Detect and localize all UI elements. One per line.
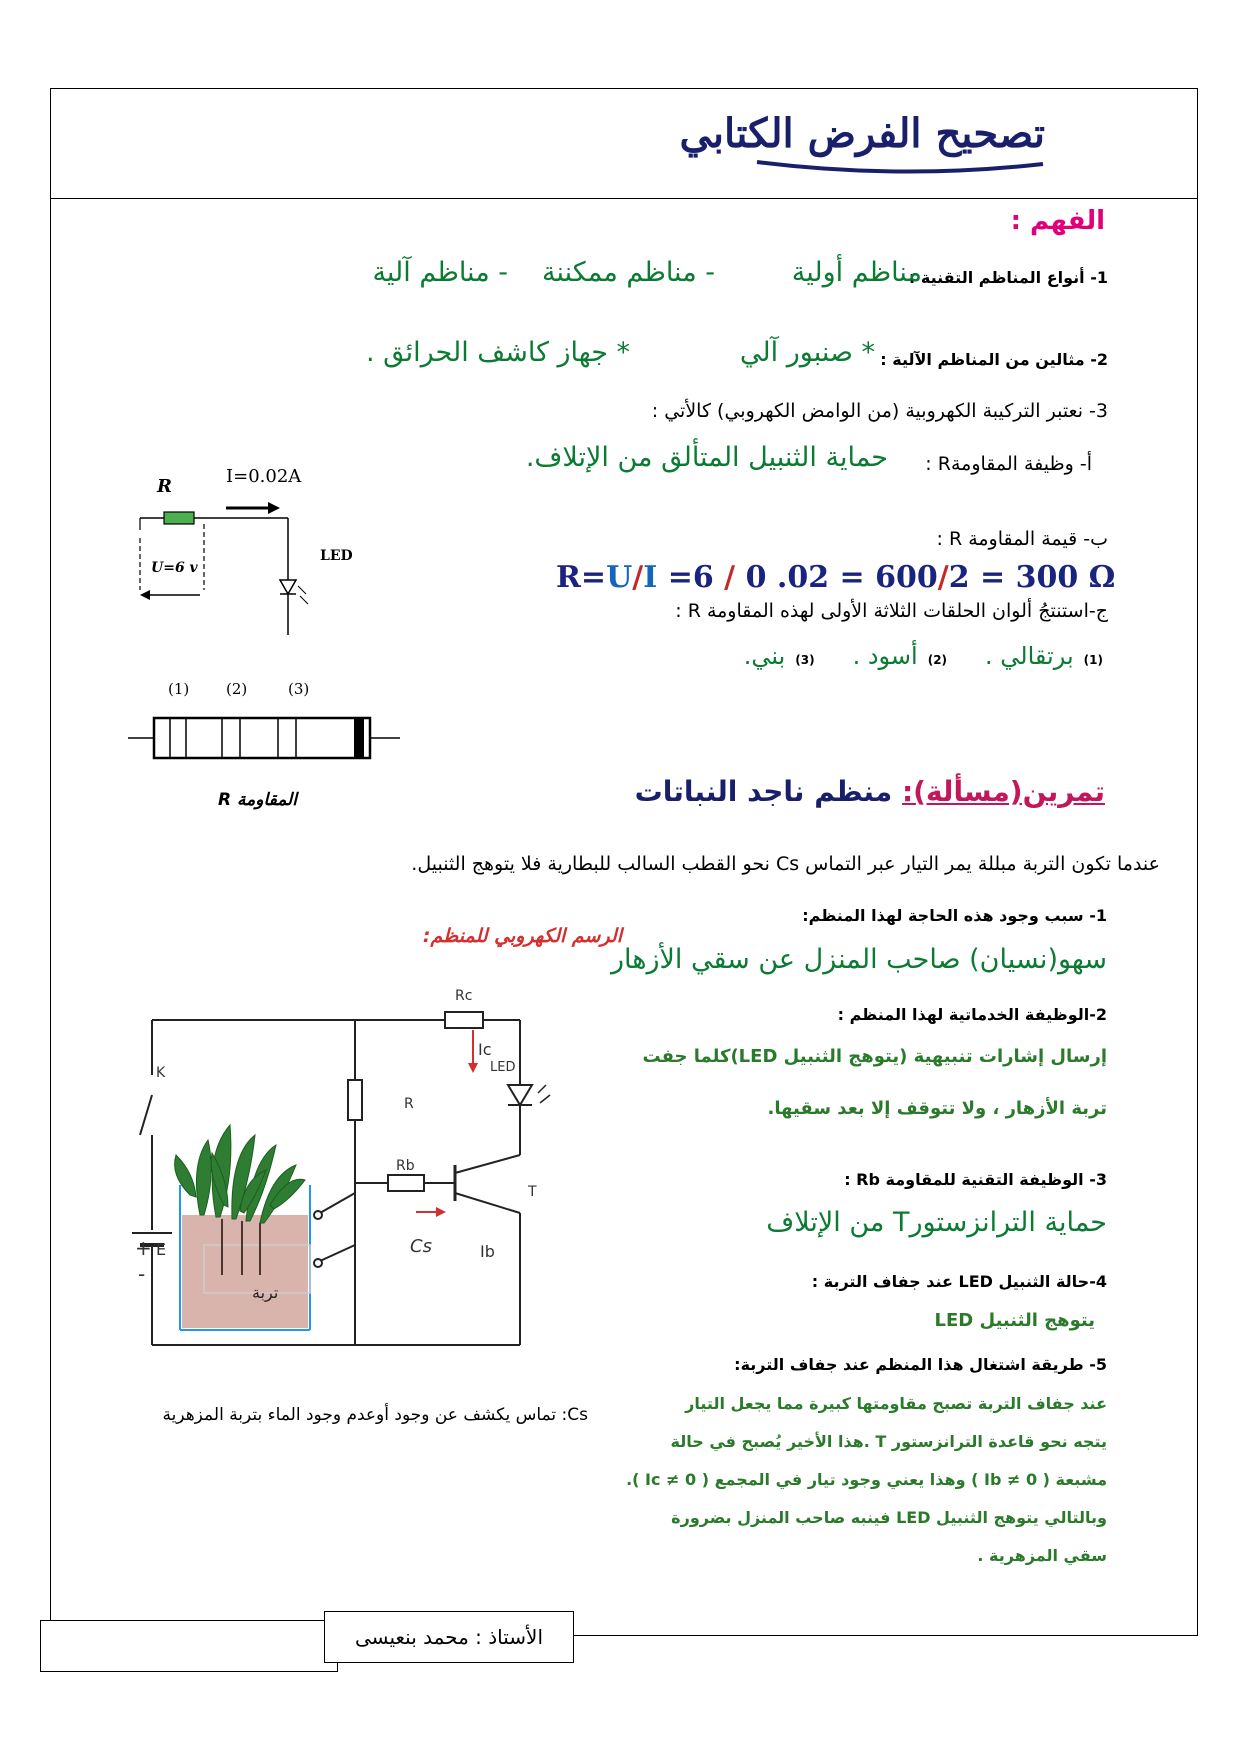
resistor-rb-symbol <box>388 1175 424 1191</box>
circuit2-t-label: T <box>528 1184 537 1200</box>
ex-q1-label: 1- سبب وجود هذه الحاجة لهذا المنظم: <box>802 906 1107 925</box>
ring-1-number: (1) <box>1083 653 1103 667</box>
led-symbol <box>280 580 296 594</box>
circuit2-heading: الرسم الكهروبي للمنظم: <box>422 925 622 947</box>
circuit2-ib-label: Ib <box>480 1242 495 1261</box>
ex-q2-answer-line-2: تربة الأزهار ، ولا تتوقف إلا بعد سقيها. <box>767 1098 1107 1119</box>
circuit2-rb-label: Rb <box>396 1158 415 1174</box>
cs-contact-2 <box>314 1259 322 1267</box>
q1-answer-3: - مناظم آلية <box>372 257 508 288</box>
cs-contact-1 <box>314 1211 322 1219</box>
circuit2-e-label: E <box>156 1240 167 1259</box>
circuit2-ic-label: Ic <box>478 1040 492 1059</box>
formula-u: U <box>606 560 633 595</box>
ex-q5-label: 5- طريقة اشتغال هذا المنظم عند جفاف التربة: <box>734 1355 1107 1374</box>
formula-i: I <box>643 560 658 595</box>
switch-k-symbol <box>140 1095 152 1135</box>
q1-answer-1: مناظم أولية <box>791 257 922 288</box>
ring-label-2: (2) <box>226 680 248 698</box>
page-title: تصحيح الفرض الكتابي <box>679 110 1045 157</box>
ex-q5-line-4: وبالتالي يتوهج الثنبيل LED فينبه صاحب المنزل بضرورة <box>671 1508 1107 1527</box>
resistor-caption: المقاومة R <box>218 790 297 810</box>
teacher-name-box: الأستاذ : محمد بنعيسى <box>324 1611 574 1663</box>
circuit2-led-label: LED <box>490 1060 516 1075</box>
led-2-symbol <box>508 1085 532 1105</box>
resistor-r-symbol <box>164 512 194 524</box>
ring-1-color: برتقالي . <box>985 642 1074 670</box>
q3b-label: ب- قيمة المقاومة R : <box>936 528 1108 550</box>
circuit2-cs-label: Cs <box>410 1236 432 1257</box>
resistance-formula <box>556 560 1115 595</box>
formula-slash-2: / <box>724 560 736 595</box>
ring-3-number: (3) <box>795 653 815 667</box>
q1-label: 1- أنواع المناظم التقنية : <box>908 268 1108 287</box>
plant-regulator-circuit <box>120 975 560 1375</box>
ring-label-1: (1) <box>168 680 190 698</box>
q2-answer-2: * جهاز كاشف الحرائق . <box>365 337 630 368</box>
ex-q5-line-5: سقي المزهرية . <box>977 1546 1107 1565</box>
formula-slash-1: / <box>632 560 644 595</box>
q3a-label: أ- وظيفة المقاومةR : <box>925 453 1092 475</box>
resistor-r2-symbol <box>348 1080 362 1120</box>
ex-q4-label: 4-حالة الثنبيل LED عند جفاف التربة : <box>811 1272 1107 1291</box>
exercise-title-main: منظم ناجد النباتات <box>634 775 902 808</box>
cs-note: Cs: تماس يكشف عن وجود أوعدم وجود الماء بتربة المزهرية <box>162 1405 588 1425</box>
ex-q4-answer: يتوهج الثنبيل LED <box>934 1310 1095 1331</box>
plants-drawing <box>175 1125 305 1223</box>
title-divider <box>50 198 1198 199</box>
ex-q5-answer <box>626 1385 1107 1575</box>
title-swash-decoration <box>755 158 1045 174</box>
section-heading: الفهم : <box>1010 206 1105 236</box>
circuit1-r-label: R <box>157 476 172 497</box>
ring-2-color: أسود . <box>852 642 918 670</box>
ex-q2-label: 2-الوظيفة الخدماتية لهذا المنظم : <box>837 1005 1107 1024</box>
soil-area <box>182 1215 308 1328</box>
circuit2-soil-label: تربة <box>252 1283 279 1302</box>
ex-q3-label: 3- الوظيفة التقنية للمقاومة Rb : <box>844 1170 1107 1189</box>
ex-q5-line-2: يتجه نحو قاعدة الترانزستور T .هذا الأخير يُصبح في حالة <box>670 1432 1107 1451</box>
circuit2-r-label: R <box>404 1096 414 1112</box>
q3a-answer: حماية الثنبيل المتألق من الإتلاف. <box>525 442 888 473</box>
formula-mid: =6 <box>657 560 725 595</box>
ring-3-color: بني. <box>743 642 786 670</box>
formula-rest-2: 2 = 300 Ω <box>948 560 1116 595</box>
formula-slash-3: / <box>937 560 949 595</box>
formula-rest-1: 0 .02 = 600 <box>735 560 938 595</box>
circuit2-k-label: K <box>156 1065 166 1081</box>
q3c-label: ج-استنتجُ ألوان الحلقات الثلاثة الأولى لهذه المقاومة R : <box>675 600 1108 622</box>
circuit1-led-label: LED <box>320 548 353 564</box>
exercise-title-prefix: تمرين(مسألة): <box>901 775 1105 808</box>
circuit2-rc-label: Rc <box>455 988 473 1004</box>
resistor-band-drawing <box>120 712 410 762</box>
q2-answer-1: * صنبور آلي <box>739 337 875 368</box>
footer-empty-box <box>40 1620 338 1672</box>
ex-q5-line-3: مشبعة ( Ib ≠ 0 ) وهذا يعني وجود تيار في المجمع ( Ic ≠ 0 ). <box>626 1470 1107 1489</box>
ex-q1-answer: سهو(نسيان) صاحب المنزل عن سقي الأزهار <box>610 944 1107 975</box>
circuit1-voltage-label: U=6 v <box>151 560 198 576</box>
formula-r: R= <box>556 560 607 595</box>
ex-q3-answer: حماية الترانزستورT من الإتلاف <box>766 1207 1107 1238</box>
ring-label-3: (3) <box>288 680 310 698</box>
ex-q5-line-1: عند جفاف التربة تصبح مقاومتها كبيرة مما يجعل التيار <box>685 1394 1107 1413</box>
q3-label: 3- نعتبر التركيبة الكهروبية (من الوامض الكهروبي) كالأتي : <box>651 400 1108 422</box>
resistor-rc-symbol <box>445 1012 483 1028</box>
q2-label: 2- مثالين من المناظم الآلية : <box>880 350 1108 369</box>
exercise-intro: عندما تكون التربة مبللة يمر التيار عبر التماس Cs نحو القطب السالب للبطارية فلا يتوهج الثنبيل. <box>411 853 1160 875</box>
circuit2-minus-label: - <box>138 1262 146 1286</box>
circuit1-current-label: I=0.02A <box>226 466 302 487</box>
q3c-answers <box>744 642 1103 670</box>
ring-2-number: (2) <box>927 653 948 667</box>
q1-answer-2: - مناظم ممكننة <box>542 257 715 288</box>
ex-q2-answer-line-1: إرسال إشارات تنبيهية (يتوهج الثنبيل LED)كلما جفت <box>642 1046 1107 1067</box>
circuit2-plus-label: + <box>135 1236 152 1260</box>
exercise-title <box>635 775 1105 808</box>
